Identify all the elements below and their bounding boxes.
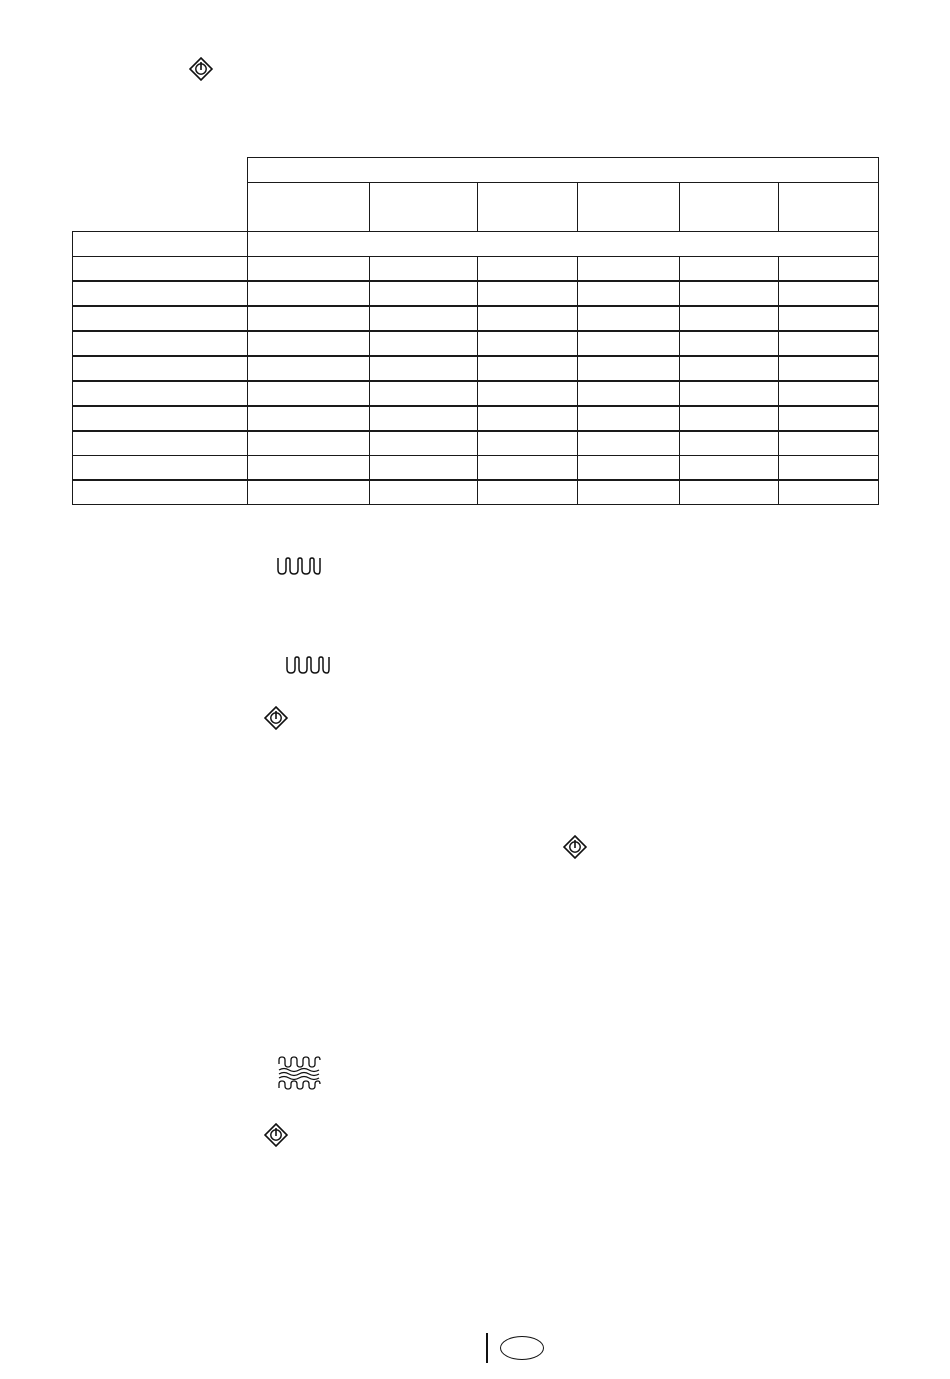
table-header-col-2 (369, 182, 478, 232)
table-cell (577, 256, 680, 281)
page-divider-line (486, 1333, 488, 1363)
table-cell (477, 455, 578, 480)
table-cell (577, 431, 680, 456)
table-row-label (72, 281, 248, 306)
table-header-col-6 (778, 182, 879, 232)
table-cell (247, 455, 370, 480)
table-cell (477, 480, 578, 505)
grill-heater-icon (276, 556, 322, 576)
table-cell (369, 306, 478, 331)
table-cell (778, 281, 879, 306)
grill-heater-icon (285, 655, 331, 675)
table-cell (369, 356, 478, 381)
table-cell (679, 381, 779, 406)
table-cell (778, 406, 879, 431)
table-row-label (72, 455, 248, 480)
table-row-label (72, 480, 248, 505)
table-cell (369, 256, 478, 281)
table-cell (247, 480, 370, 505)
table-cell (247, 331, 370, 356)
table-row-label (72, 431, 248, 456)
table-cell (679, 331, 779, 356)
table-cell (679, 356, 779, 381)
table-cell (477, 256, 578, 281)
table-cell (778, 306, 879, 331)
table-header-col-4 (577, 182, 680, 232)
table-cell (778, 381, 879, 406)
table-row-label (72, 331, 248, 356)
table-cell (679, 480, 779, 505)
table-cell (679, 406, 779, 431)
table-row-label (72, 231, 248, 257)
table-cell (247, 256, 370, 281)
start-pause-diamond-icon (264, 706, 288, 730)
table-cell (778, 356, 879, 381)
table-header-col-1 (247, 182, 370, 232)
table-cell (369, 480, 478, 505)
table-cell (778, 480, 879, 505)
table-cell (247, 306, 370, 331)
table-cell (477, 281, 578, 306)
start-pause-diamond-icon (563, 835, 587, 859)
table-cell (577, 356, 680, 381)
table-cell (477, 331, 578, 356)
table-cell (477, 356, 578, 381)
table-cell (577, 331, 680, 356)
table-cell (477, 431, 578, 456)
table-cell (369, 331, 478, 356)
language-badge-oval (500, 1336, 544, 1360)
start-pause-diamond-icon (189, 57, 213, 81)
table-cell (679, 306, 779, 331)
table-cell (778, 331, 879, 356)
table-cell (577, 281, 680, 306)
table-cell (577, 480, 680, 505)
table-row-label (72, 306, 248, 331)
combi-grill-microwave-icon (277, 1056, 321, 1090)
table-cell (679, 431, 779, 456)
table-cell (369, 455, 478, 480)
table-cell (369, 406, 478, 431)
table-cell (577, 381, 680, 406)
table-header-col-5 (679, 182, 779, 232)
table-cell (369, 381, 478, 406)
table-cell (369, 281, 478, 306)
table-cell (369, 431, 478, 456)
table-cell (477, 306, 578, 331)
table-cell (679, 281, 779, 306)
table-cell (477, 406, 578, 431)
table-cell (679, 455, 779, 480)
table-row-label (72, 406, 248, 431)
table-row-label (72, 256, 248, 281)
table-cell (778, 431, 879, 456)
table-cell (247, 281, 370, 306)
table-cell (247, 406, 370, 431)
table-cell (778, 256, 879, 281)
table-cell (577, 406, 680, 431)
table-cell (679, 256, 779, 281)
table-header-span (247, 157, 879, 183)
table-cell (477, 381, 578, 406)
table-cell (577, 455, 680, 480)
table-header-col-3 (477, 182, 578, 232)
table-cell (247, 356, 370, 381)
table-row-span (247, 231, 879, 257)
table-cell (778, 455, 879, 480)
table-cell (247, 431, 370, 456)
table-cell (247, 381, 370, 406)
table-row-label (72, 381, 248, 406)
table-cell (577, 306, 680, 331)
table-row-label (72, 356, 248, 381)
start-pause-diamond-icon (264, 1123, 288, 1147)
